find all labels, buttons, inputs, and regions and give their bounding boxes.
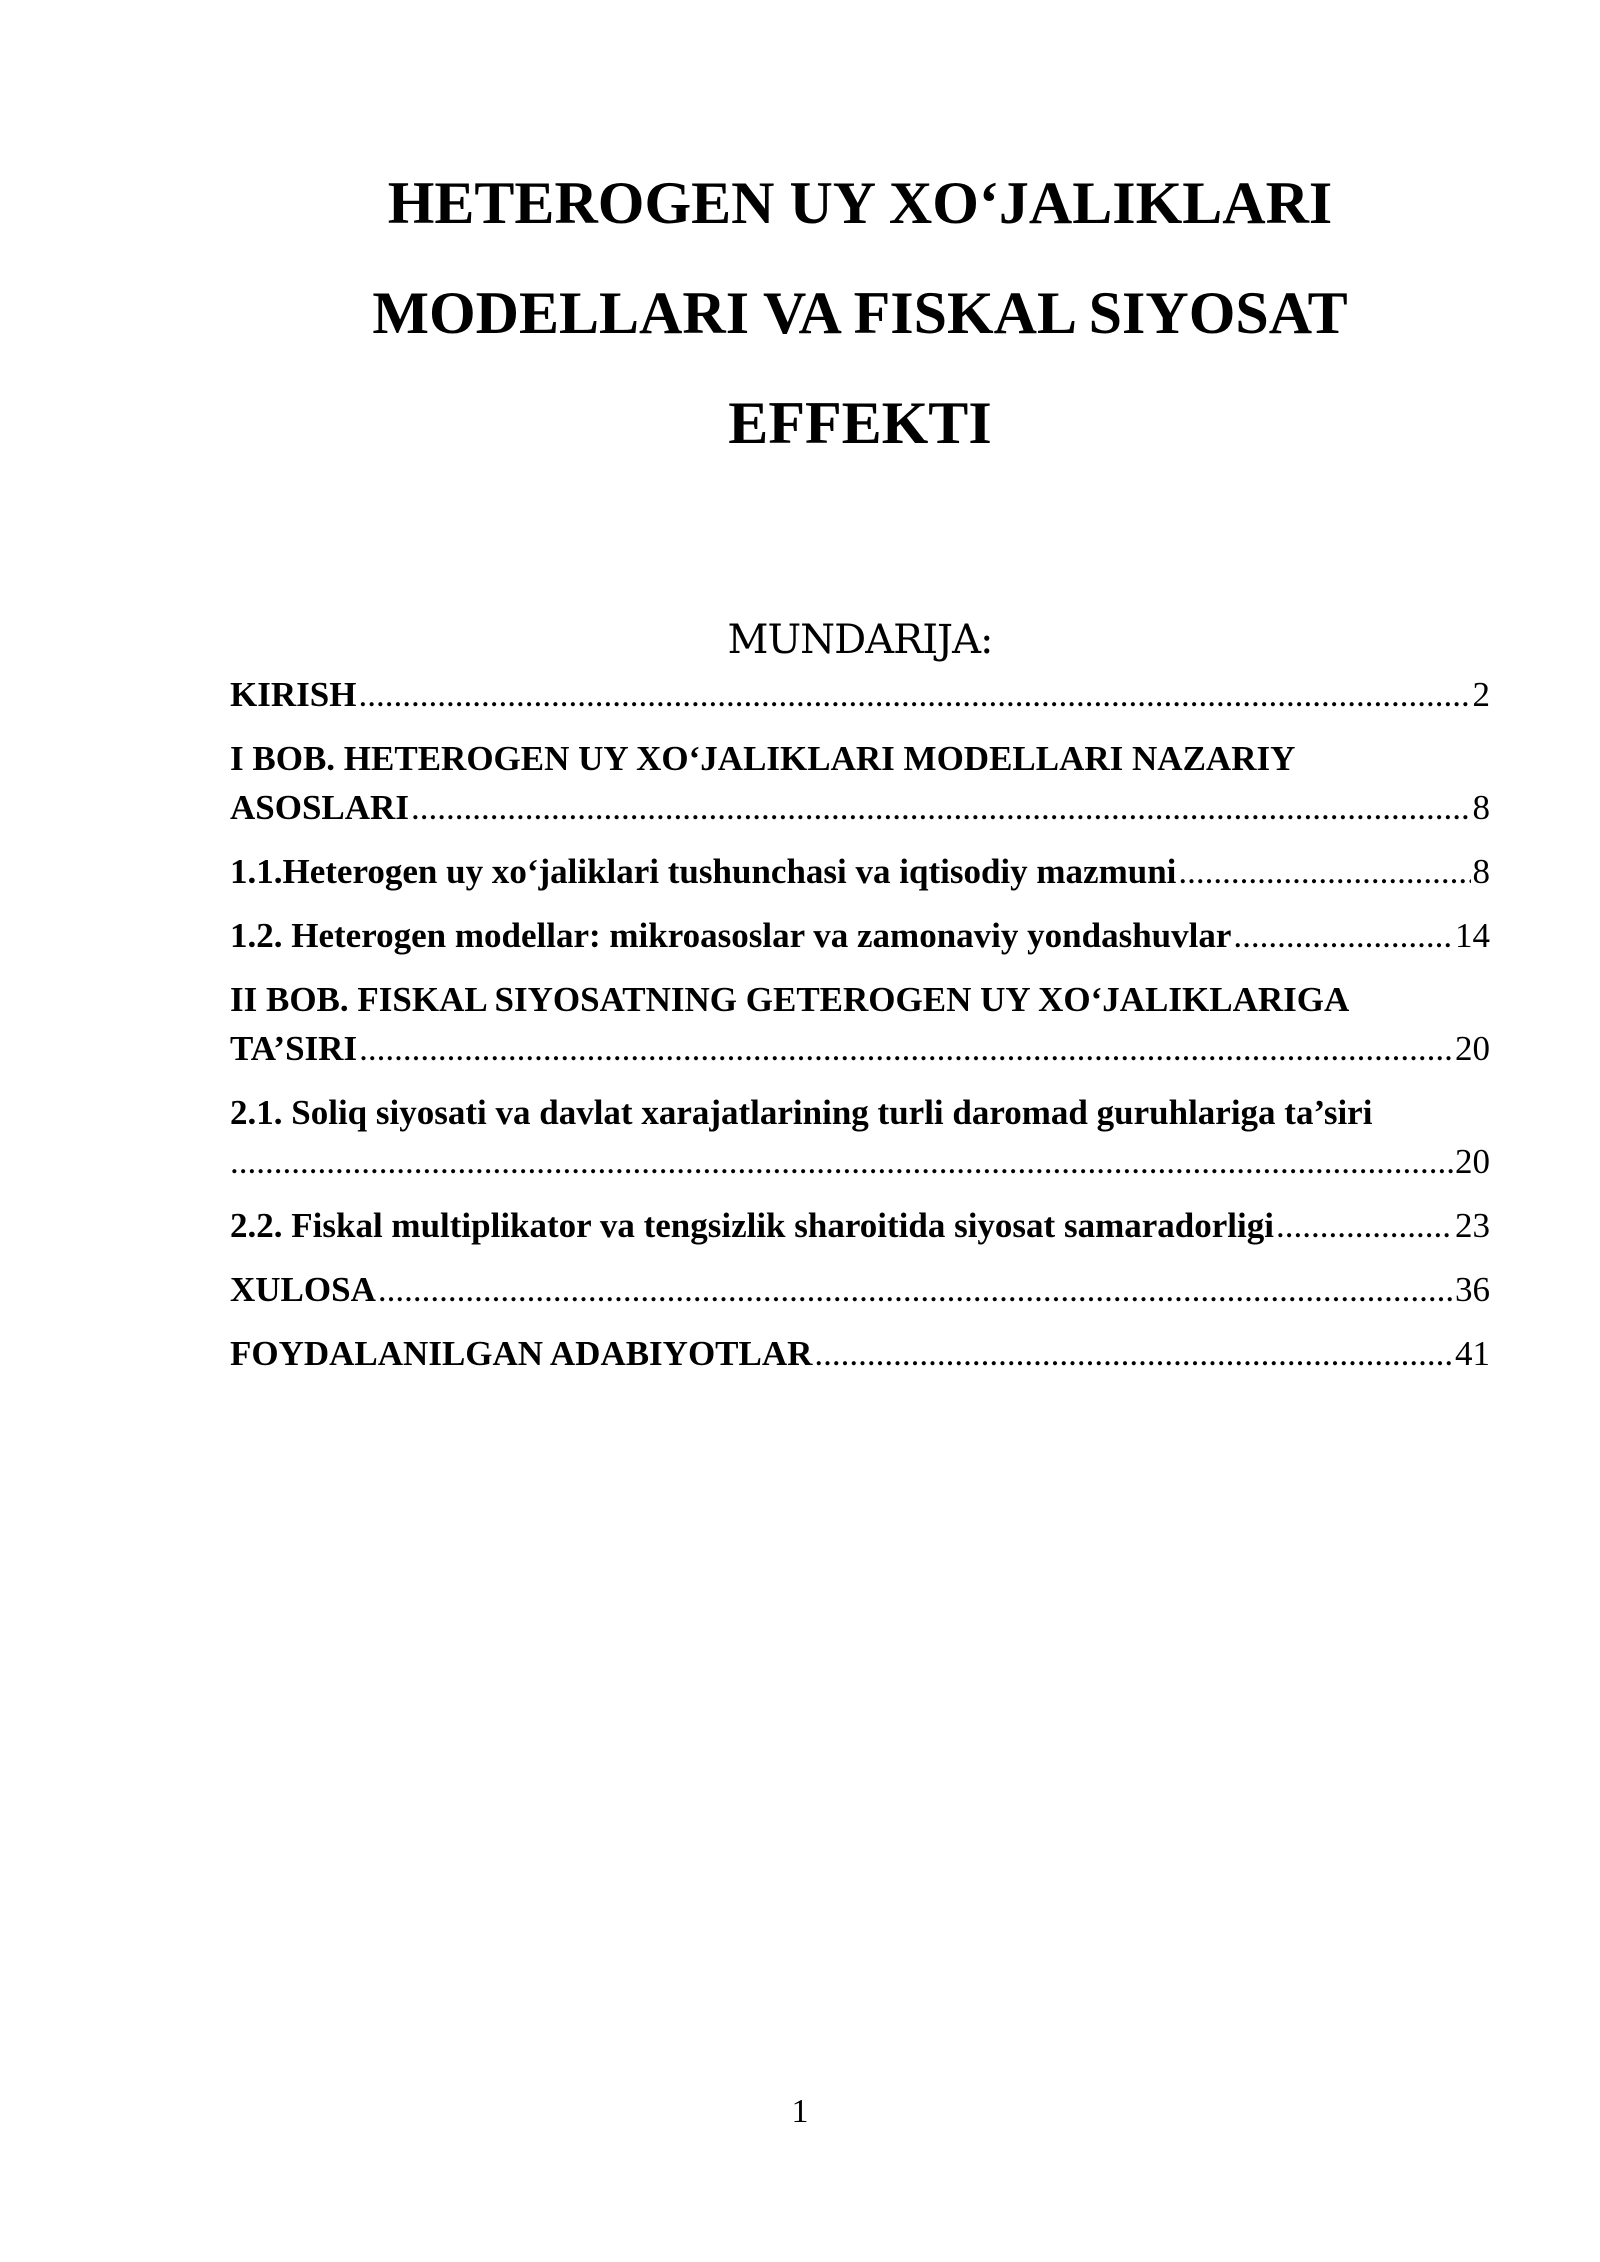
page-number: 1 — [791, 2093, 809, 2130]
toc-entry-section-2-1[interactable] — [230, 1088, 1490, 1186]
toc-entry-page: 14 — [1455, 916, 1490, 955]
toc-dot-leader — [411, 783, 1471, 832]
title-line-2: MODELLARI VA FISKAL SIYOSAT — [372, 280, 1348, 346]
toc-entry-references[interactable] — [230, 1329, 1490, 1378]
toc-entry-label-line-1: II BOB. FISKAL SIYOSATNING GETEROGEN UY XO‘JALIKLARIGA — [230, 980, 1350, 1019]
toc-entry-label-line-1: I BOB. HETEROGEN UY XO‘JALIKLARI MODELLARI NAZARIY — [230, 739, 1296, 778]
toc-entry-label-line-1: 2.1. Soliq siyosati va davlat xarajatlarining turli daromad guruhlariga ta’siri — [230, 1093, 1373, 1132]
toc-dot-leader — [814, 1329, 1453, 1378]
toc-entry-kirish[interactable] — [230, 670, 1490, 719]
toc-entry-page: 36 — [1455, 1270, 1490, 1309]
toc-entry-chapter-1[interactable] — [230, 734, 1490, 832]
toc-entry-chapter-2[interactable] — [230, 975, 1490, 1073]
toc-entry-page: 8 — [1472, 852, 1490, 891]
toc-entry-label: TA’SIRI — [230, 1029, 358, 1068]
toc-entry-page: 20 — [1455, 1142, 1490, 1181]
toc-entry-label: FOYDALANILGAN ADABIYOTLAR — [230, 1334, 813, 1373]
toc-dot-leader — [358, 670, 1470, 719]
toc-entry-label: ASOSLARI — [230, 788, 409, 827]
toc-entry-page: 20 — [1455, 1029, 1490, 1068]
toc-entry-label: 1.1.Heterogen uy xo‘jaliklari tushunchasi va iqtisodiy mazmuni — [230, 852, 1177, 891]
toc-entry-section-1-1[interactable] — [230, 847, 1490, 896]
toc-entry-section-1-2[interactable] — [230, 911, 1490, 960]
toc-entry-page: 2 — [1472, 675, 1490, 714]
title-line-1: HETEROGEN UY XO‘JALIKLARI — [387, 170, 1333, 236]
title-line-3: EFFEKTI — [728, 390, 992, 456]
toc-entry-label: 2.2. Fiskal multiplikator va tengsizlik sharoitida siyosat samaradorligi — [230, 1206, 1274, 1245]
toc-entry-page: 41 — [1455, 1334, 1490, 1373]
toc-heading: MUNDARIJA: — [727, 617, 993, 663]
document-title — [230, 148, 1490, 478]
toc-dot-leader — [359, 1024, 1453, 1073]
toc-entry-label: XULOSA — [230, 1270, 376, 1309]
toc-entry-label: 1.2. Heterogen modellar: mikroasoslar va zamonaviy yondashuvlar — [230, 916, 1232, 955]
toc-entry-page: 23 — [1455, 1206, 1490, 1245]
toc-entry-page: 8 — [1472, 788, 1490, 827]
toc-dot-leader — [1233, 911, 1453, 960]
toc-entry-xulosa[interactable] — [230, 1265, 1490, 1314]
toc-entry-label: KIRISH — [230, 675, 357, 714]
toc-dot-leader — [230, 1137, 1453, 1186]
toc-entry-section-2-2[interactable] — [230, 1201, 1490, 1250]
toc-dot-leader — [378, 1265, 1453, 1314]
table-of-contents — [230, 670, 1490, 1378]
toc-dot-leader — [1276, 1201, 1453, 1250]
toc-dot-leader — [1178, 847, 1470, 896]
